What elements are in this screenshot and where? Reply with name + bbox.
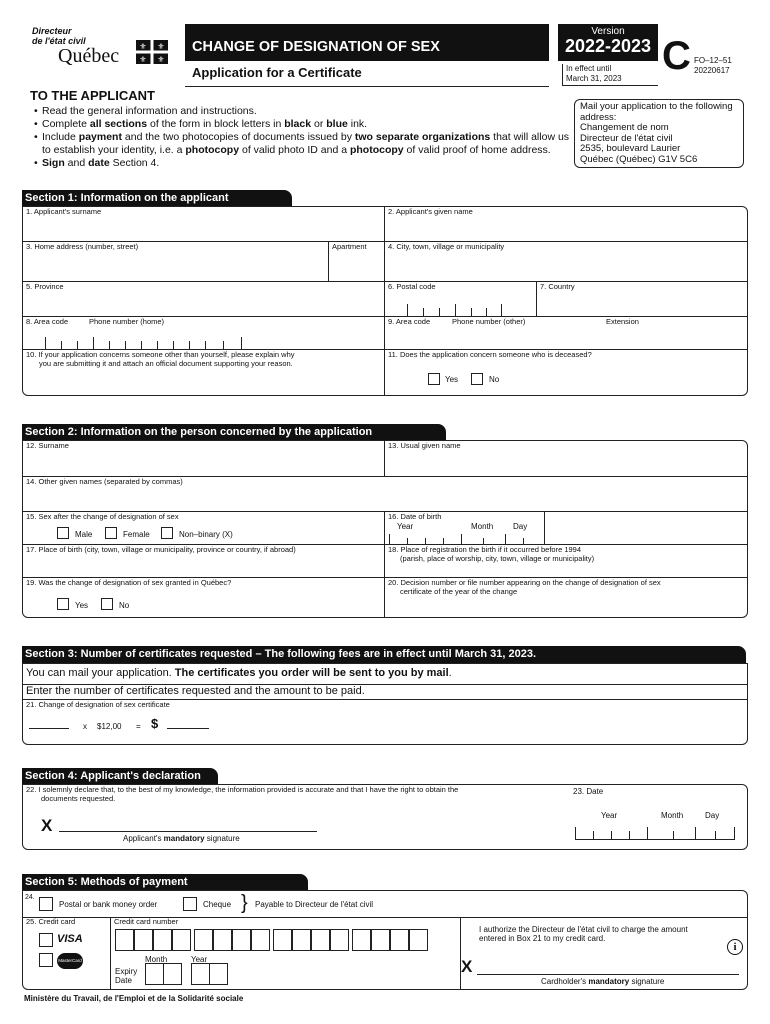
applicant-given-name-label: 2. Applicant's given name	[388, 207, 473, 216]
instr2-mid: of the form in block letters in	[147, 118, 285, 130]
phone-tick	[61, 341, 62, 349]
deceased-field	[385, 350, 747, 395]
section3-title: Section 3: Number of certificates requested – The following fees are in effect until March 31, 2023.	[22, 646, 746, 663]
female-label: Female	[123, 530, 150, 539]
credit-card-number-label: Credit card number	[114, 917, 179, 926]
instr3-mid2: that will allow us to establish your identity, i.e. a	[42, 131, 570, 156]
deceased-yes-checkbox[interactable]	[428, 373, 440, 385]
instr4-and: and	[64, 157, 89, 169]
times-symbol: x	[83, 722, 87, 731]
decl-date-tick	[611, 831, 612, 839]
cc-digit-box[interactable]	[330, 929, 349, 951]
decision-number-field[interactable]	[385, 578, 747, 617]
deceased-no-label: No	[489, 375, 500, 384]
authorize-text-2: entered in Box 21 to my credit card.	[479, 934, 606, 943]
instructions-heading: TO THE APPLICANT	[30, 88, 155, 103]
certificate-label: 21. Change of designation of sex certificate	[26, 700, 170, 709]
instruction-2	[34, 118, 574, 131]
decl-date-tick	[647, 827, 648, 839]
cc-digit-box[interactable]	[352, 929, 371, 951]
declaration-text-2: documents requested.	[41, 794, 116, 803]
reason-label-2: you are submitting it and attach an official document supporting your reason.	[39, 359, 293, 368]
province-field[interactable]	[23, 282, 385, 317]
country-field[interactable]	[537, 282, 747, 317]
reason-field[interactable]	[23, 350, 385, 395]
instructions-list	[34, 105, 574, 170]
decision-number-label-1: 20. Decision number or file number appearing on the change of designation of sex	[388, 578, 661, 587]
place-of-birth-label: 17. Place of birth (city, town, village or municipality, province or country, if abroad)	[26, 545, 296, 554]
place-of-birth-field[interactable]	[23, 545, 385, 578]
dollar-sign: $	[151, 716, 159, 731]
decl-date-tick	[575, 827, 576, 839]
decl-date-tick	[593, 831, 594, 839]
postal-tick	[471, 308, 472, 316]
cc-digit-box[interactable]	[409, 929, 428, 951]
svg-text:⚜: ⚜	[139, 42, 147, 51]
granted-no-label: No	[119, 601, 130, 610]
instr3-end: of valid proof of home address.	[403, 144, 551, 156]
mail-line6: Québec (Québec) G1V 5C6	[580, 153, 698, 165]
instr2-black: black	[284, 118, 312, 130]
money-order-checkbox[interactable]	[39, 897, 53, 911]
phone-tick	[45, 337, 46, 349]
instr4-date: date	[88, 157, 110, 169]
ministry-footer: Ministère du Travail, de l'Emploi et de la Solidarité sociale	[24, 994, 244, 1003]
form-title: CHANGE OF DESIGNATION OF SEX	[192, 39, 440, 55]
postal-code-label: 6. Postal code	[388, 282, 436, 291]
instr3-pre: Include	[42, 131, 79, 143]
surname-label: 12. Surname	[26, 441, 69, 450]
payment-method-number: 24.	[25, 894, 35, 901]
cc-digit-box[interactable]	[232, 929, 251, 951]
sex-field	[23, 512, 385, 545]
expiry-digit-box[interactable]	[145, 963, 164, 985]
usual-given-name-field[interactable]	[385, 441, 747, 477]
mail-line4: Directeur de l'état civil	[580, 132, 673, 144]
instr3-mid3: of valid photo ID and a	[239, 144, 350, 156]
reason-label-1: 10. If your application concerns someone other than yourself, please explain why	[26, 350, 295, 359]
section2-title: Section 2: Information on the person concerned by the application	[22, 424, 446, 440]
cc-group-4[interactable]	[352, 929, 428, 951]
male-label: Male	[75, 530, 93, 539]
price-text: $12,00	[97, 722, 122, 731]
phone-tick	[205, 341, 206, 349]
applicant-surname-field[interactable]	[23, 207, 385, 242]
place-of-registration-label-2: (parish, place of worship, city, town, village or municipality)	[400, 554, 595, 563]
decl-day-label: Day	[705, 811, 720, 820]
cc-digit-box[interactable]	[194, 929, 213, 951]
apartment-label: Apartment	[332, 242, 367, 251]
date-label: 23. Date	[573, 787, 604, 796]
instr3-photo2: photocopy	[349, 144, 404, 156]
nonbinary-checkbox[interactable]	[161, 527, 173, 539]
instr4-end: Section 4.	[109, 157, 160, 169]
version-years: 2022-2023	[564, 36, 652, 56]
visa-logo: VISA	[57, 933, 83, 945]
form-code: FO–12–51	[694, 56, 732, 65]
fleurdelise-flag-icon	[136, 40, 168, 64]
cc-digit-box[interactable]	[153, 929, 172, 951]
phone-tick	[241, 337, 242, 349]
mail-line1: Mail your application to the following	[580, 101, 733, 112]
logo-line2: de l'état civil	[32, 36, 86, 46]
version-label: Version	[591, 26, 625, 37]
instr2-bold: all sections	[89, 118, 148, 130]
cc-digit-box[interactable]	[251, 929, 270, 951]
other-given-names-field[interactable]	[23, 477, 747, 512]
instr3-pay: payment	[78, 131, 122, 143]
instruction-4	[34, 157, 574, 170]
title-bar	[185, 24, 549, 61]
card-sig-bold: mandatory	[588, 977, 630, 986]
instruction-3	[34, 131, 574, 157]
version-box	[558, 24, 658, 61]
credit-card-number-cell	[111, 917, 461, 989]
declaration-date-field[interactable]	[575, 803, 737, 841]
mastercard-checkbox[interactable]	[39, 953, 53, 967]
postal-tick	[501, 304, 502, 316]
dob-tick	[461, 534, 462, 544]
section5-box	[22, 890, 748, 990]
section4-box	[22, 784, 748, 850]
granted-yes-label: Yes	[75, 601, 89, 610]
payable-brace: }	[241, 892, 248, 914]
expiry-digit-box[interactable]	[209, 963, 228, 985]
phone-tick	[173, 341, 174, 349]
quantity-input-line[interactable]	[29, 728, 69, 729]
dob-box	[385, 512, 545, 545]
svg-text:⚜: ⚜	[157, 55, 165, 64]
granted-yes-checkbox[interactable]	[57, 598, 69, 610]
cardholder-x-mark: X	[461, 957, 473, 976]
phone-tick	[93, 337, 94, 349]
postal-tick	[455, 304, 456, 316]
credit-card-type-cell	[23, 917, 111, 989]
cc-group-1[interactable]	[115, 929, 191, 951]
cc-digit-box[interactable]	[134, 929, 153, 951]
expiry-year-label: Year	[191, 955, 208, 964]
usual-given-name-label: 13. Usual given name	[388, 441, 461, 450]
decl-date-tick	[715, 831, 716, 839]
cc-group-3[interactable]	[273, 929, 349, 951]
applicant-signature-line[interactable]	[59, 831, 317, 832]
phone-tick	[157, 341, 158, 349]
deceased-yes-label: Yes	[445, 375, 459, 384]
cc-digit-box[interactable]	[115, 929, 134, 951]
sex-label: 15. Sex after the change of designation of sex	[26, 512, 179, 521]
dob-month-label: Month	[471, 522, 494, 531]
card-sig-pre: Cardholder's	[541, 977, 589, 986]
decl-date-tick	[695, 827, 696, 839]
effective-date	[562, 64, 658, 86]
postal-tick	[439, 308, 440, 316]
cc-digit-box[interactable]	[390, 929, 409, 951]
sig-end: signature	[204, 834, 240, 843]
dob-tick	[523, 538, 524, 544]
postal-tick	[486, 308, 487, 316]
decl-date-tick	[734, 827, 735, 839]
decl-date-baseline	[575, 839, 735, 840]
deceased-label: 11. Does the application concern someone who is deceased?	[388, 350, 592, 359]
instr3-photo1: photocopy	[185, 144, 240, 156]
instr2-or: or	[311, 118, 327, 130]
phone-tick	[109, 341, 110, 349]
visa-checkbox[interactable]	[39, 933, 53, 947]
svg-text:⚜: ⚜	[139, 55, 147, 64]
other-given-names-label: 14. Other given names (separated by commas)	[26, 477, 183, 486]
declaration-text-1: 22. I solemnly declare that, to the best of my knowledge, the information provided is accurate and that I have the right to obtain the	[26, 785, 459, 794]
authorization-cell	[461, 917, 747, 989]
mail-application-text	[26, 667, 452, 680]
granted-no-checkbox[interactable]	[101, 598, 113, 610]
deceased-no-checkbox[interactable]	[471, 373, 483, 385]
cheque-checkbox[interactable]	[183, 897, 197, 911]
enter-number-text: Enter the number of certificates requested and the amount to be paid.	[26, 685, 365, 697]
date-of-birth-field[interactable]	[385, 512, 747, 545]
credit-card-label: 25. Credit card	[26, 917, 76, 926]
mail-line2: address:	[580, 111, 617, 123]
dob-tick	[505, 534, 506, 544]
mail-address-box	[574, 99, 744, 168]
section2-box	[22, 440, 748, 618]
cardholder-signature-line[interactable]	[477, 974, 739, 975]
mail-line5: 2535, boulevard Laurier	[580, 143, 681, 154]
cc-digit-box[interactable]	[371, 929, 390, 951]
apartment-field[interactable]	[329, 242, 385, 282]
phone-tick	[125, 341, 126, 349]
granted-in-quebec-field	[23, 578, 385, 617]
phone-tick	[141, 341, 142, 349]
equals-symbol: =	[136, 722, 141, 731]
svg-text:⚜: ⚜	[157, 42, 165, 51]
city-label: 4. City, town, village or municipality	[388, 242, 505, 251]
male-checkbox[interactable]	[57, 527, 69, 539]
granted-label: 19. Was the change of designation of sex granted in Québec?	[26, 578, 232, 587]
dob-tick	[407, 538, 408, 544]
mail-pre: You can mail your application.	[26, 667, 175, 679]
cc-digit-box[interactable]	[273, 929, 292, 951]
instr3-orgs: two separate organizations	[354, 131, 491, 143]
applicant-surname-label: 1. Applicant's surname	[26, 207, 102, 216]
mail-end: .	[448, 667, 452, 679]
other-area-code-label: 9. Area code	[388, 317, 431, 326]
effective-line1: In effect until	[566, 64, 612, 73]
postal-tick	[407, 304, 408, 316]
expiry-digit-box[interactable]	[191, 963, 210, 985]
decl-year-label: Year	[601, 811, 618, 820]
expiry-digit-box[interactable]	[163, 963, 182, 985]
dob-label: 16. Date of birth	[388, 512, 442, 521]
title-underline	[185, 86, 549, 87]
mastercard-logo: MasterCard	[57, 953, 83, 969]
instr2-pre: Complete	[42, 118, 90, 130]
cc-digit-box[interactable]	[292, 929, 311, 951]
section5-title: Section 5: Methods of payment	[22, 874, 308, 890]
expiry-year-field[interactable]	[191, 963, 229, 985]
province-label: 5. Province	[26, 282, 64, 291]
dob-tick	[443, 538, 444, 544]
phone-tick	[223, 341, 224, 349]
decl-month-label: Month	[661, 811, 684, 820]
other-phone-label: Phone number (other)	[452, 317, 526, 326]
expiry-label-1: Expiry	[115, 967, 138, 976]
other-phone-field[interactable]	[385, 317, 747, 350]
info-icon[interactable]: i	[727, 939, 743, 955]
section3-box	[22, 663, 748, 745]
expiry-label-2: Date	[115, 976, 132, 985]
instr4-sign: Sign	[42, 157, 65, 169]
cc-digit-box[interactable]	[172, 929, 191, 951]
home-address-field[interactable]	[23, 242, 329, 282]
nonbinary-label: Non–binary (X)	[179, 530, 233, 539]
expiry-month-label: Month	[145, 955, 168, 964]
card-sig-end: signature	[629, 977, 665, 986]
country-label: 7. Country	[540, 282, 575, 291]
amount-input-line[interactable]	[167, 728, 209, 729]
dob-year-label: Year	[397, 522, 414, 531]
instr3-mid: and the two photocopies of documents issued by	[121, 131, 355, 143]
form-subtitle: Application for a Certificate	[192, 65, 362, 80]
area-code-label: 8. Area code	[26, 317, 69, 326]
logo-line1: Directeur	[32, 26, 72, 36]
cc-group-2[interactable]	[194, 929, 270, 951]
home-address-label: 3. Home address (number, street)	[26, 242, 139, 251]
authorize-text-1: I authorize the Directeur de l'état civil to charge the amount	[479, 925, 688, 934]
payable-label: Payable to Directeur de l'état civil	[255, 900, 374, 909]
phone-tick	[77, 341, 78, 349]
cc-digit-box[interactable]	[311, 929, 330, 951]
instr2-blue: blue	[326, 118, 348, 130]
female-checkbox[interactable]	[105, 527, 117, 539]
section1-title: Section 1: Information on the applicant	[22, 190, 292, 206]
applicant-given-name-field[interactable]	[385, 207, 747, 242]
phone-tick	[189, 341, 190, 349]
sig-pre: Applicant's	[123, 834, 164, 843]
dob-tick	[425, 538, 426, 544]
applicant-signature-caption	[123, 834, 240, 844]
instruction-1	[34, 105, 574, 118]
surname-field[interactable]	[23, 441, 385, 477]
decl-date-tick	[673, 831, 674, 839]
section1-box	[22, 206, 748, 396]
decl-date-tick	[629, 831, 630, 839]
cheque-label: Cheque	[203, 900, 232, 909]
home-phone-label: Phone number (home)	[89, 317, 165, 326]
section4-title: Section 4: Applicant's declaration	[22, 768, 218, 784]
cardholder-signature-caption	[541, 977, 664, 987]
dob-tick	[389, 534, 390, 544]
place-of-registration-label-1: 18. Place of registration the birth if it occurred before 1994	[388, 545, 582, 554]
mail-line3: Changement de nom	[580, 122, 669, 133]
form-date: 20220617	[694, 66, 730, 75]
city-field[interactable]	[385, 242, 747, 282]
instr2-end: ink.	[347, 118, 368, 130]
postal-code-field[interactable]	[385, 282, 537, 317]
logo-name: Québec	[58, 45, 120, 67]
instruction-1-text: Read the general information and instructions.	[42, 105, 257, 117]
place-of-registration-field[interactable]	[385, 545, 747, 578]
cc-digit-box[interactable]	[213, 929, 232, 951]
logo	[32, 26, 172, 70]
home-phone-field[interactable]	[23, 317, 385, 350]
extension-label: Extension	[606, 317, 639, 326]
money-order-label: Postal or bank money order	[59, 900, 158, 909]
dob-tick	[483, 538, 484, 544]
postal-tick	[423, 308, 424, 316]
mail-bold: The certificates you order will be sent to you by mail	[174, 667, 449, 679]
decision-number-label-2: certificate of the year of the change	[400, 587, 518, 596]
dob-day-label: Day	[513, 522, 528, 531]
form-letter: C	[662, 34, 691, 78]
expiry-month-field[interactable]	[145, 963, 183, 985]
effective-line2: March 31, 2023	[566, 73, 622, 83]
sig-bold: mandatory	[163, 834, 205, 843]
applicant-x-mark: X	[41, 816, 53, 835]
